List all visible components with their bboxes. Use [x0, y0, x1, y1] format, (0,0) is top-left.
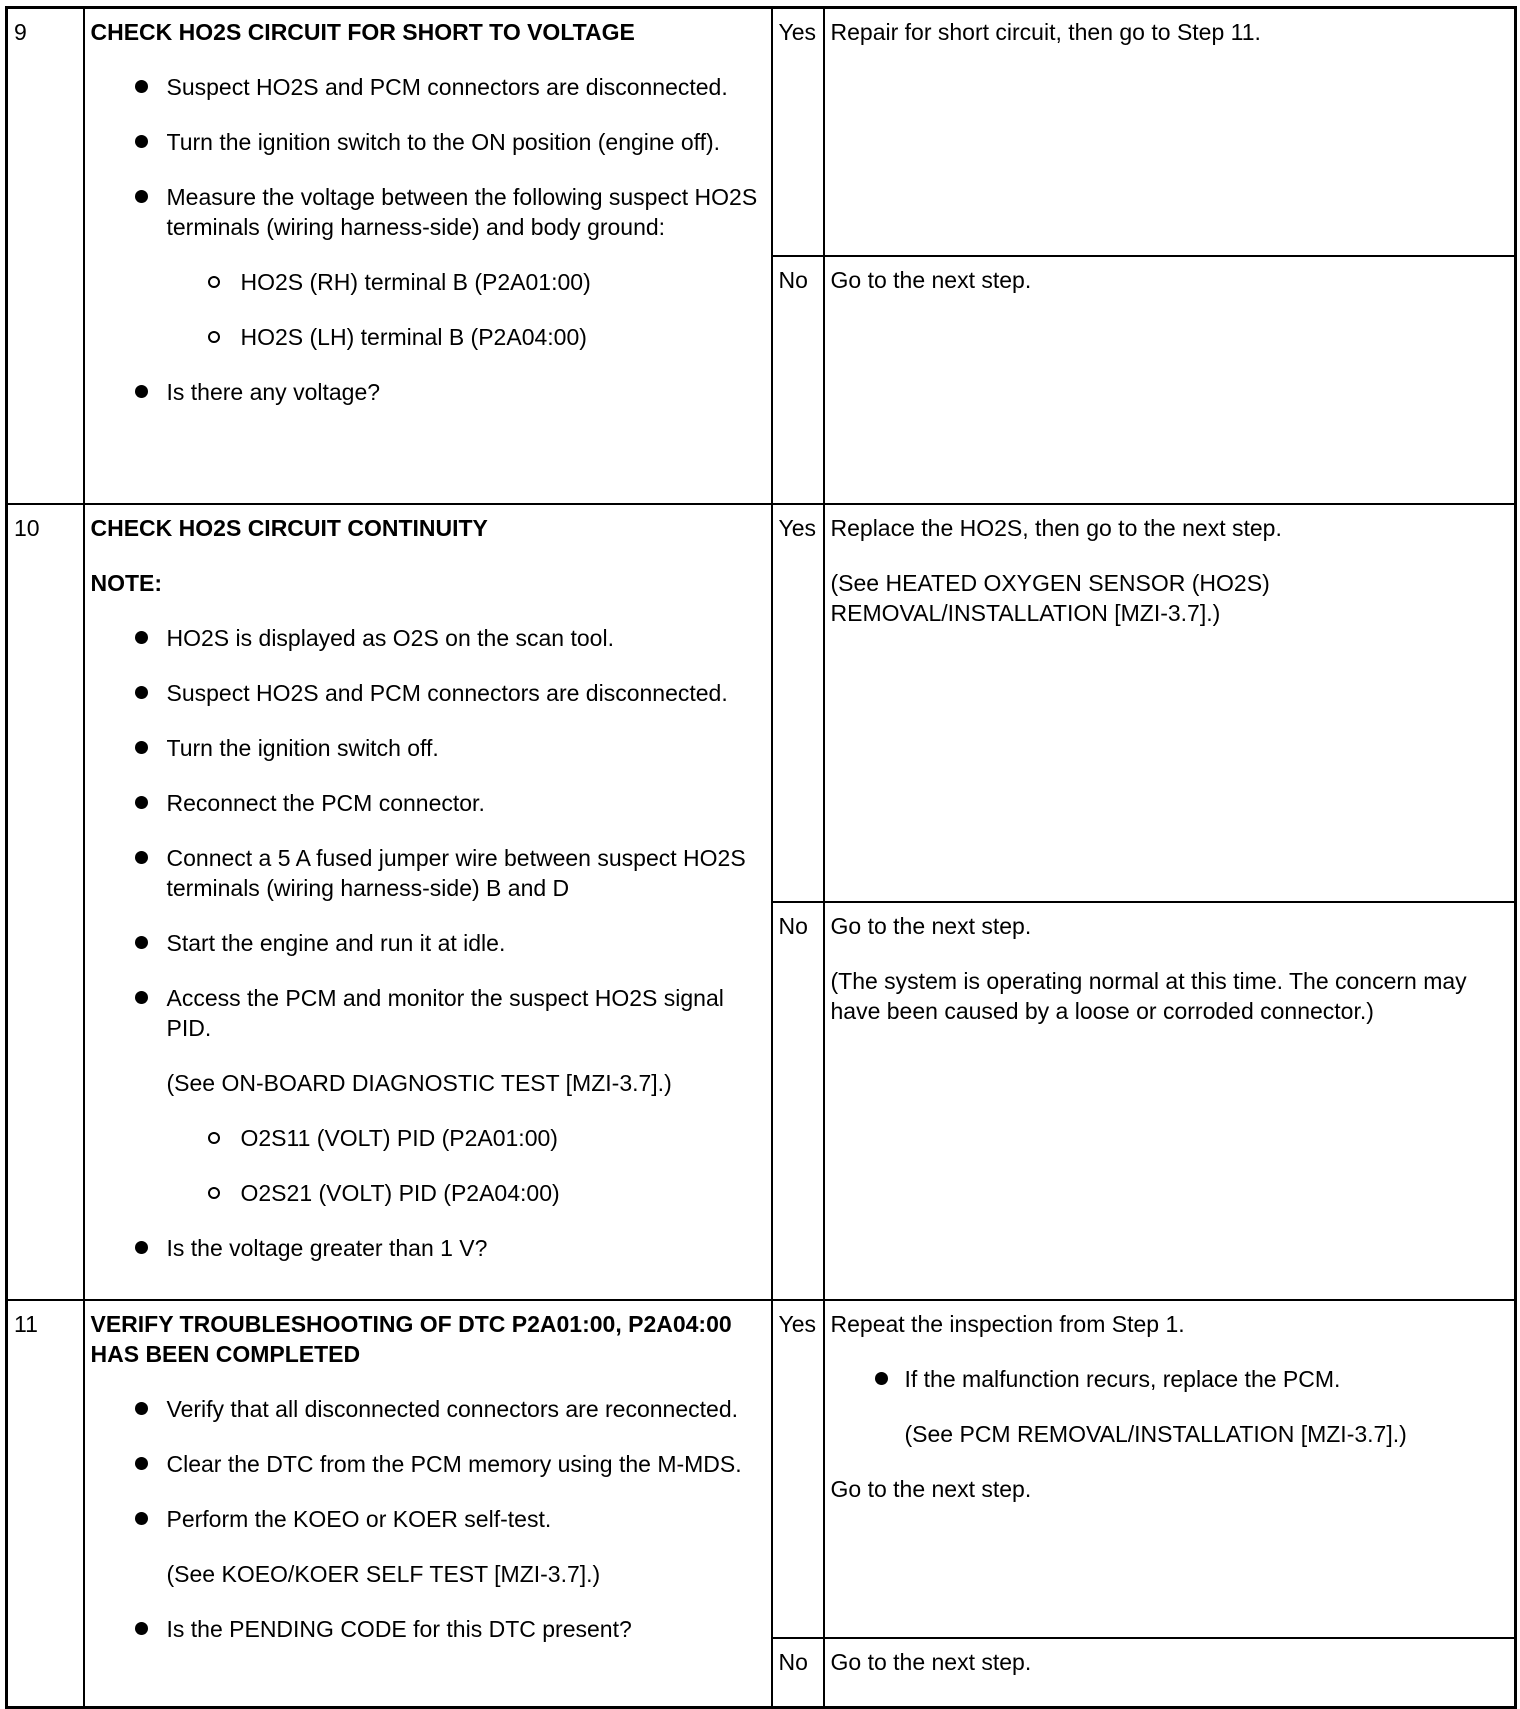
no-result	[824, 902, 1516, 1300]
yes-result	[824, 1300, 1516, 1638]
result-bullet: If the malfunction recurs, replace the PCM.	[831, 1364, 1507, 1394]
reference-text: (See HEATED OXYGEN SENSOR (HO2S) REMOVAL/INSTALLATION [MZI-3.7].)	[830, 569, 1270, 626]
sub-item: O2S11 (VOLT) PID (P2A01:00)	[91, 1123, 763, 1153]
action-bullet: Measure the voltage between the following suspect HO2S terminals (wiring harness-side) and body ground:	[91, 182, 763, 242]
question-bullet: Is the PENDING CODE for this DTC present?	[91, 1614, 763, 1644]
no-label: No	[772, 256, 824, 504]
step-11-row	[7, 1300, 1516, 1638]
reference-text: (See PCM REMOVAL/INSTALLATION [MZI-3.7].)	[904, 1420, 1407, 1447]
reference-text: (See KOEO/KOER SELF TEST [MZI-3.7].)	[166, 1560, 601, 1587]
action-bullet: Reconnect the PCM connector.	[91, 788, 763, 818]
yes-result	[824, 504, 1516, 902]
sub-item: HO2S (LH) terminal B (P2A04:00)	[91, 322, 763, 352]
no-label: No	[772, 902, 824, 1300]
action-bullet: Turn the ignition switch off.	[91, 733, 763, 763]
result-detail: (The system is operating normal at this time. The concern may have been caused by a loose or corroded connector.)	[830, 967, 1467, 1024]
action-bullet: Connect a 5 A fused jumper wire between suspect HO2S terminals (wiring harness-side) B and D	[91, 843, 763, 903]
result-text: Go to the next step.	[830, 1475, 1032, 1502]
step-9-action	[84, 8, 772, 504]
yes-label: Yes	[772, 1300, 824, 1638]
step-number: 10	[7, 504, 84, 1300]
step-10-row	[7, 504, 1516, 902]
yes-label: Yes	[772, 8, 824, 256]
action-bullet: Perform the KOEO or KOER self-test.	[91, 1504, 763, 1534]
sub-item: HO2S (RH) terminal B (P2A01:00)	[91, 267, 763, 297]
result-text: Repeat the inspection from Step 1.	[830, 1310, 1185, 1337]
action-bullet: Start the engine and run it at idle.	[91, 928, 763, 958]
action-bullet: Verify that all disconnected connectors are reconnected.	[91, 1394, 763, 1424]
action-bullet: Suspect HO2S and PCM connectors are disconnected.	[91, 678, 763, 708]
step-title: CHECK HO2S CIRCUIT CONTINUITY	[90, 514, 488, 541]
action-bullet: Access the PCM and monitor the suspect HO2S signal PID.	[91, 983, 763, 1043]
step-number: 11	[7, 1300, 84, 1708]
result-text: Go to the next step.	[830, 1648, 1032, 1675]
sub-item: O2S21 (VOLT) PID (P2A04:00)	[91, 1178, 763, 1208]
step-title: CHECK HO2S CIRCUIT FOR SHORT TO VOLTAGE	[90, 19, 635, 45]
question-bullet: Is the voltage greater than 1 V?	[91, 1233, 763, 1263]
result-text: Repair for short circuit, then go to Step 11.	[830, 19, 1261, 45]
step-11-action	[84, 1300, 772, 1708]
step-10-action	[84, 504, 772, 1300]
yes-label: Yes	[772, 504, 824, 902]
step-number: 9	[7, 8, 84, 504]
action-bullet: Turn the ignition switch to the ON position (engine off).	[91, 127, 763, 157]
result-text: Go to the next step.	[830, 912, 1032, 939]
question-bullet: Is there any voltage?	[91, 377, 763, 407]
action-bullet: HO2S is displayed as O2S on the scan tool.	[91, 623, 763, 653]
no-result	[824, 256, 1516, 504]
result-text: Go to the next step.	[830, 266, 1032, 293]
step-9-row	[7, 8, 1516, 256]
reference-text: (See ON-BOARD DIAGNOSTIC TEST [MZI-3.7].)	[166, 1069, 672, 1096]
no-label: No	[772, 1638, 824, 1708]
note-label: NOTE:	[90, 569, 163, 596]
yes-result	[824, 8, 1516, 256]
result-text: Replace the HO2S, then go to the next step.	[830, 514, 1282, 541]
action-bullet: Suspect HO2S and PCM connectors are disconnected.	[91, 72, 763, 102]
action-bullet: Clear the DTC from the PCM memory using the M-MDS.	[91, 1449, 763, 1479]
step-title: VERIFY TROUBLESHOOTING OF DTC P2A01:00, P2A04:00 HAS BEEN COMPLETED	[90, 1310, 732, 1367]
no-result	[824, 1638, 1516, 1708]
diagnostic-procedure-table	[5, 6, 1517, 1709]
